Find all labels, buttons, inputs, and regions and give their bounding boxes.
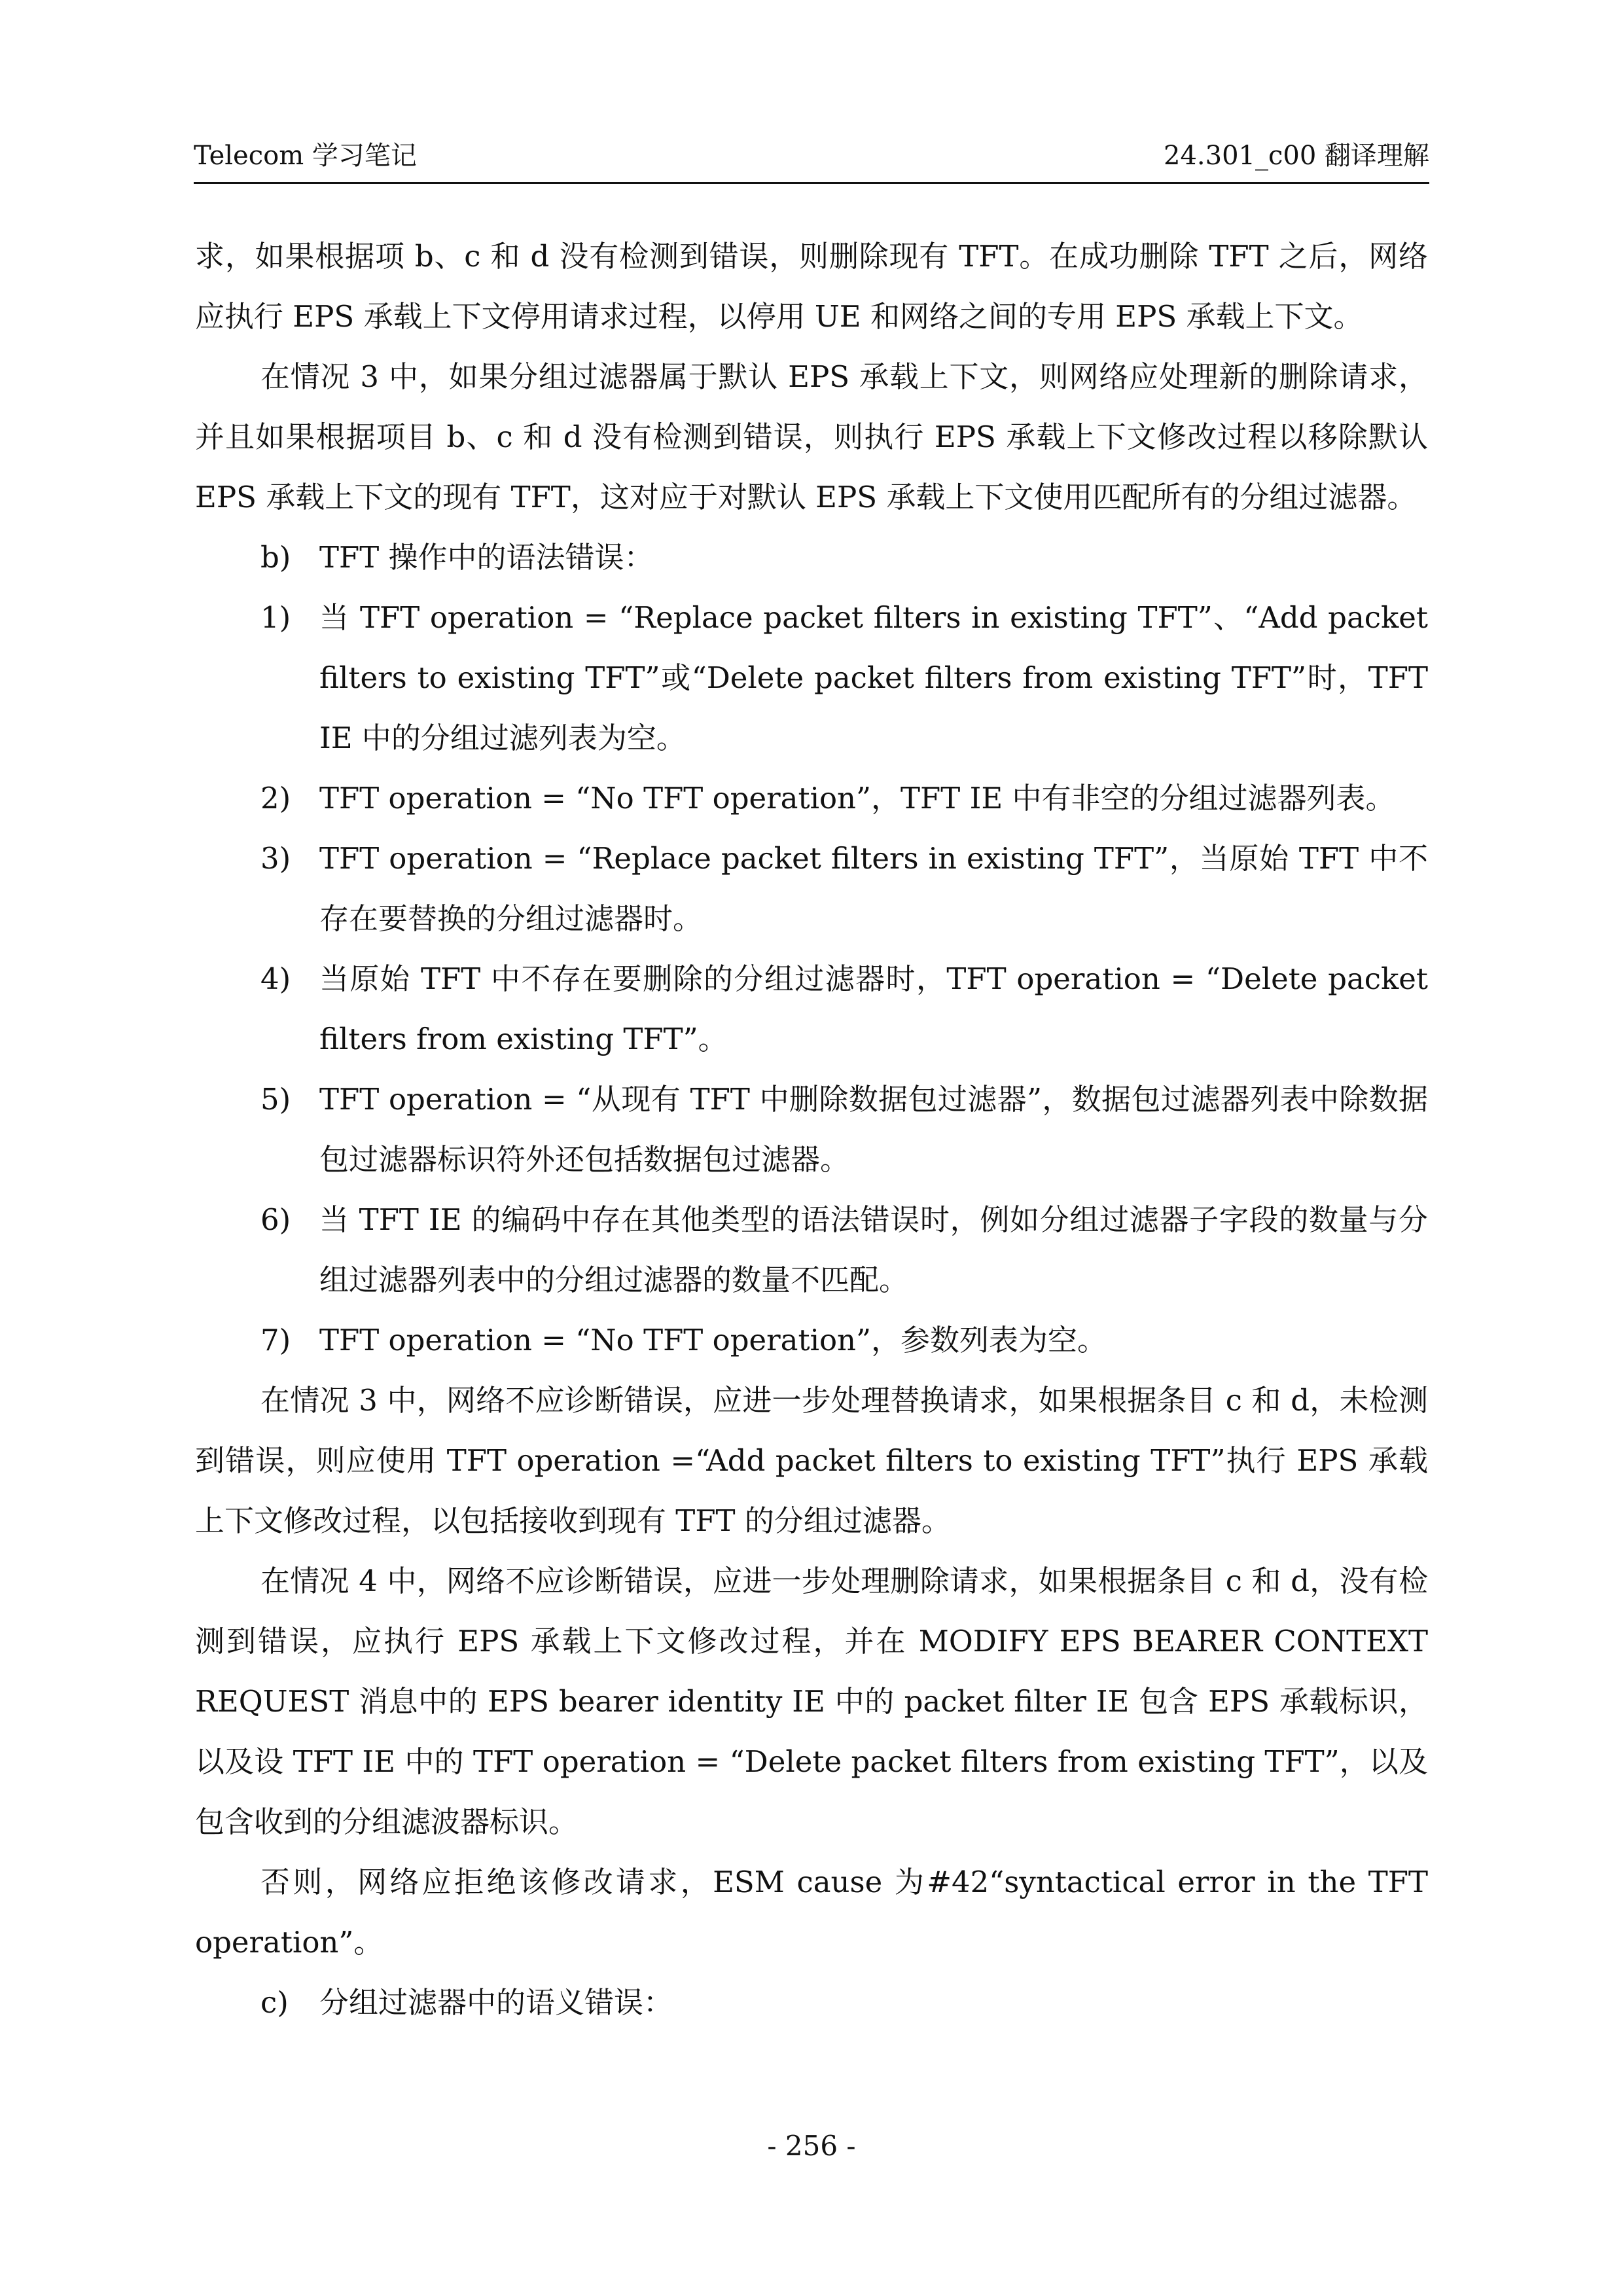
section-b — [195, 528, 1428, 588]
paragraph-case4: 在情况 4 中，网络不应诊断错误，应进一步处理删除请求，如果根据条目 c 和 d，没有检测到错误，应执行 EPS 承载上下文修改过程，并在 MODIFY EPS BEARER CONTEXT REQUEST 消息中的 EPS bearer identity IE 中的 packet filter IE 包含 EPS 承载标识，以及设 TFT IE 中的 TFT operation = “Delete packet filters from existing TFT”，以及包含收到的分组滤波器标识。 — [195, 1564, 1428, 1839]
header-divider — [194, 182, 1429, 184]
section-c — [195, 1973, 1428, 2033]
page-body — [195, 226, 1428, 2033]
list-item-number: 6) — [260, 1202, 291, 1237]
list-item-text: TFT operation = “Replace packet filters in existing TFT”，当原始 TFT 中不存在要替换的分组过滤器时。 — [319, 841, 1428, 936]
section-b-label: b) — [260, 540, 291, 575]
paragraph-case3-delete: 在情况 3 中，如果分组过滤器属于默认 EPS 承载上下文，则网络应处理新的删除请求，并且如果根据项目 b、c 和 d 没有检测到错误，则执行 EPS 承载上下文修改过程以移除默认 EPS 承载上下文的现有 TFT，这对应于对默认 EPS 承载上下文使用匹配所有的分组过滤器。 — [195, 359, 1428, 514]
list-item — [195, 829, 1428, 949]
paragraph-otherwise: 否则，网络应拒绝该修改请求，ESM cause 为#42“syntactical error in the TFT operation”。 — [195, 1865, 1428, 1960]
list-item — [195, 768, 1428, 829]
list-item-number: 7) — [260, 1323, 291, 1357]
header-doc-id: 24.301_c00 翻译理解 — [1164, 141, 1429, 171]
list-item — [195, 1069, 1428, 1190]
list-item-number: 4) — [260, 961, 291, 996]
paragraph-case3-replace: 在情况 3 中，网络不应诊断错误，应进一步处理替换请求，如果根据条目 c 和 d，未检测到错误，则应使用 TFT operation =“Add packet filters to existing TFT”执行 EPS 承载上下文修改过程，以包括接收到现有 TFT 的分组过滤器。 — [195, 1383, 1428, 1538]
section-b-title: TFT 操作中的语法错误： — [319, 540, 654, 575]
list-item-text: TFT operation = “No TFT operation”，参数列表为空。 — [319, 1323, 1107, 1357]
list-item-text: 当原始 TFT 中不存在要删除的分组过滤器时，TFT operation = “Delete packet filters from existing TFT”。 — [319, 961, 1428, 1056]
list-item-text: TFT operation = “从现有 TFT 中删除数据包过滤器”，数据包过滤器列表中除数据包过滤器标识符外还包括数据包过滤器。 — [319, 1082, 1428, 1177]
list-item-number: 1) — [260, 600, 291, 635]
section-c-label: c) — [260, 1985, 289, 2020]
list-item-text: TFT operation = “No TFT operation”，TFT IE 中有非空的分组过滤器列表。 — [319, 781, 1395, 816]
page-number: - 256 - — [767, 2130, 856, 2162]
list-item-number: 3) — [260, 841, 291, 876]
list-item-number: 2) — [260, 781, 291, 816]
list-item-number: 5) — [260, 1082, 291, 1117]
paragraph-continued: 求，如果根据项 b、c 和 d 没有检测到错误，则删除现有 TFT。在成功删除 TFT 之后，网络应执行 EPS 承载上下文停用请求过程，以停用 UE 和网络之间的专用 EPS 承载上下文。 — [195, 239, 1428, 334]
list-item — [195, 588, 1428, 768]
list-item — [195, 1310, 1428, 1371]
header-title: Telecom 学习笔记 — [194, 141, 417, 171]
list-item-text: 当 TFT operation = “Replace packet filters in existing TFT”、“Add packet filters to existing TFT”或“Delete packet filters from existing TFT”时，TFT IE 中的分组过滤列表为空。 — [319, 600, 1428, 755]
list-item — [195, 949, 1428, 1069]
section-c-title: 分组过滤器中的语义错误： — [319, 1985, 673, 2020]
list-item — [195, 1190, 1428, 1310]
list-item-text: 当 TFT IE 的编码中存在其他类型的语法错误时，例如分组过滤器子字段的数量与分组过滤器列表中的分组过滤器的数量不匹配。 — [319, 1202, 1428, 1297]
